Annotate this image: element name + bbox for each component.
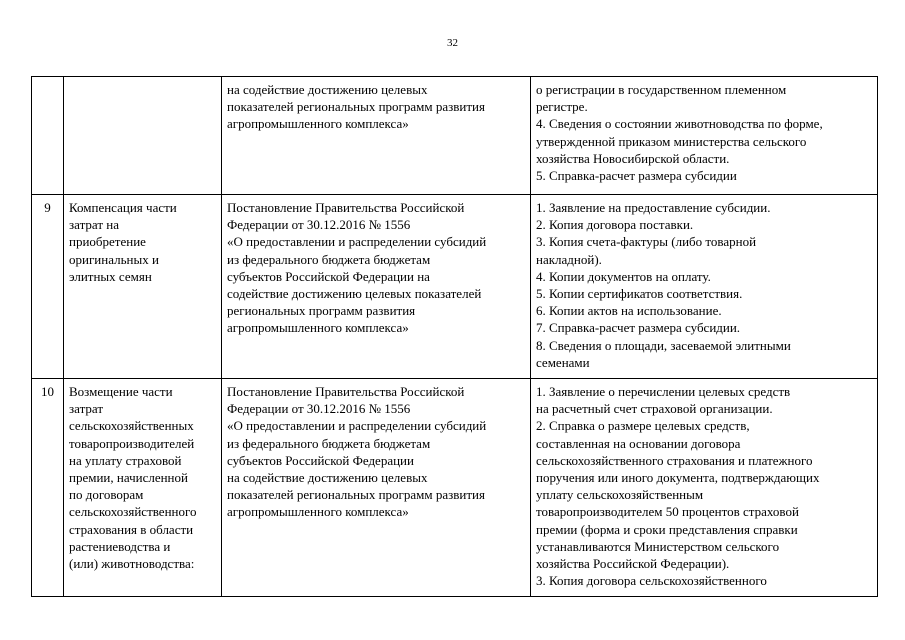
text-line: семенами (536, 354, 590, 370)
table-row (32, 195, 878, 379)
text-line: 8. Сведения о площади, засеваемой элитными (536, 337, 791, 353)
text-line: (или) животноводства: (69, 556, 195, 572)
text-line: 1. Заявление о перечислении целевых средств (536, 384, 791, 399)
text-line: 3. Копия договора сельскохозяйственного (536, 573, 767, 589)
subsidy-name-cell (64, 379, 222, 597)
text-line: товаропроизводителей (69, 435, 195, 451)
documents-cell (531, 379, 878, 597)
text-line: агропромышленного комплекса» (227, 504, 409, 520)
row-number: 10 (41, 384, 54, 399)
text-line: агропромышленного комплекса» (227, 320, 409, 336)
text-line: региональных программ развития (227, 303, 416, 319)
text-line: субъектов Российской Федерации на (227, 268, 430, 284)
text-line: элитных семян (69, 268, 152, 284)
text-line: 5. Справка-расчет размера субсидии (536, 168, 737, 184)
text-line: затрат на (69, 217, 120, 233)
text-line: агропромышленного комплекса» (227, 116, 409, 132)
text-line: оригинальных и (69, 251, 159, 267)
text-line: уплату сельскохозяйственным (536, 487, 704, 503)
text-line: затрат (69, 401, 104, 417)
text-line: накладной). (536, 251, 602, 267)
text-line: на уплату страховой (69, 452, 182, 468)
subsidy-name-cell (64, 77, 222, 195)
text-line: Федерации от 30.12.2016 № 1556 (227, 401, 411, 417)
text-line: 4. Сведения о состоянии животноводства по форме, (536, 116, 823, 132)
row-number-cell (32, 379, 64, 597)
text-line: страхования в области (69, 521, 194, 537)
text-line: «О предоставлении и распределении субсидий (227, 418, 487, 434)
text-line: сельскохозяйственного страхования и платежного (536, 452, 813, 468)
text-line: субъектов Российской Федерации (227, 452, 414, 468)
text-line: регистре. (536, 99, 588, 115)
table-row (32, 379, 878, 597)
text-line: Постановление Правительства Российской (227, 200, 465, 215)
text-line: из федерального бюджета бюджетам (227, 435, 431, 451)
documents-cell (531, 77, 878, 195)
text-line: 1. Заявление на предоставление субсидии. (536, 200, 771, 215)
text-line: 7. Справка-расчет размера субсидии. (536, 320, 741, 336)
row-number-cell (32, 195, 64, 379)
text-line: сельскохозяйственных (69, 418, 194, 434)
subsidy-documents-table (31, 76, 878, 597)
text-line: хозяйства Российской Федерации). (536, 556, 730, 572)
text-line: товаропроизводителем 50 процентов страховой (536, 504, 799, 520)
text-line: 6. Копии актов на использование. (536, 303, 722, 319)
subsidy-name-cell (64, 195, 222, 379)
text-line: растениеводства и (69, 538, 171, 554)
text-line: 2. Справка о размере целевых средств, (536, 418, 750, 434)
text-line: устанавливаются Министерством сельского (536, 538, 780, 554)
text-line: из федерального бюджета бюджетам (227, 251, 431, 267)
text-line: поручения или иного документа, подтверждающих (536, 470, 820, 486)
text-line: на расчетный счет страховой организации. (536, 401, 773, 417)
text-line: показателей региональных программ развития (227, 99, 485, 115)
text-line: на содействие достижению целевых (227, 470, 428, 486)
text-line: хозяйства Новосибирской области. (536, 150, 730, 166)
text-line: Возмещение части (69, 384, 173, 399)
text-line: 3. Копия счета-фактуры (либо товарной (536, 234, 757, 250)
text-line: приобретение (69, 234, 146, 250)
text-line: составленная на основании договора (536, 435, 741, 451)
text-line: утвержденной приказом министерства сельского (536, 133, 807, 149)
text-line: «О предоставлении и распределении субсидий (227, 234, 487, 250)
text-line: 4. Копии документов на оплату. (536, 268, 711, 284)
page-number: 32 (447, 37, 458, 49)
text-line: о регистрации в государственном племенном (536, 82, 787, 97)
text-line: содействие достижению целевых показателей (227, 286, 482, 302)
text-line: показателей региональных программ развития (227, 487, 485, 503)
row-number: 9 (44, 200, 51, 215)
text-line: сельскохозяйственного (69, 504, 197, 520)
text-line: на содействие достижению целевых (227, 82, 428, 97)
legal-act-cell (222, 77, 531, 195)
text-line: Постановление Правительства Российской (227, 384, 465, 399)
legal-act-cell (222, 379, 531, 597)
text-line: Компенсация части (69, 200, 177, 215)
legal-act-cell (222, 195, 531, 379)
text-line: по договорам (69, 487, 144, 503)
text-line: премии, начисленной (69, 470, 188, 486)
table-row (32, 77, 878, 195)
text-line: премии (форма и сроки представления справки (536, 521, 798, 537)
text-line: 5. Копии сертификатов соответствия. (536, 286, 743, 302)
text-line: Федерации от 30.12.2016 № 1556 (227, 217, 411, 233)
documents-cell (531, 195, 878, 379)
text-line: 2. Копия договора поставки. (536, 217, 694, 233)
row-number-cell (32, 77, 64, 195)
